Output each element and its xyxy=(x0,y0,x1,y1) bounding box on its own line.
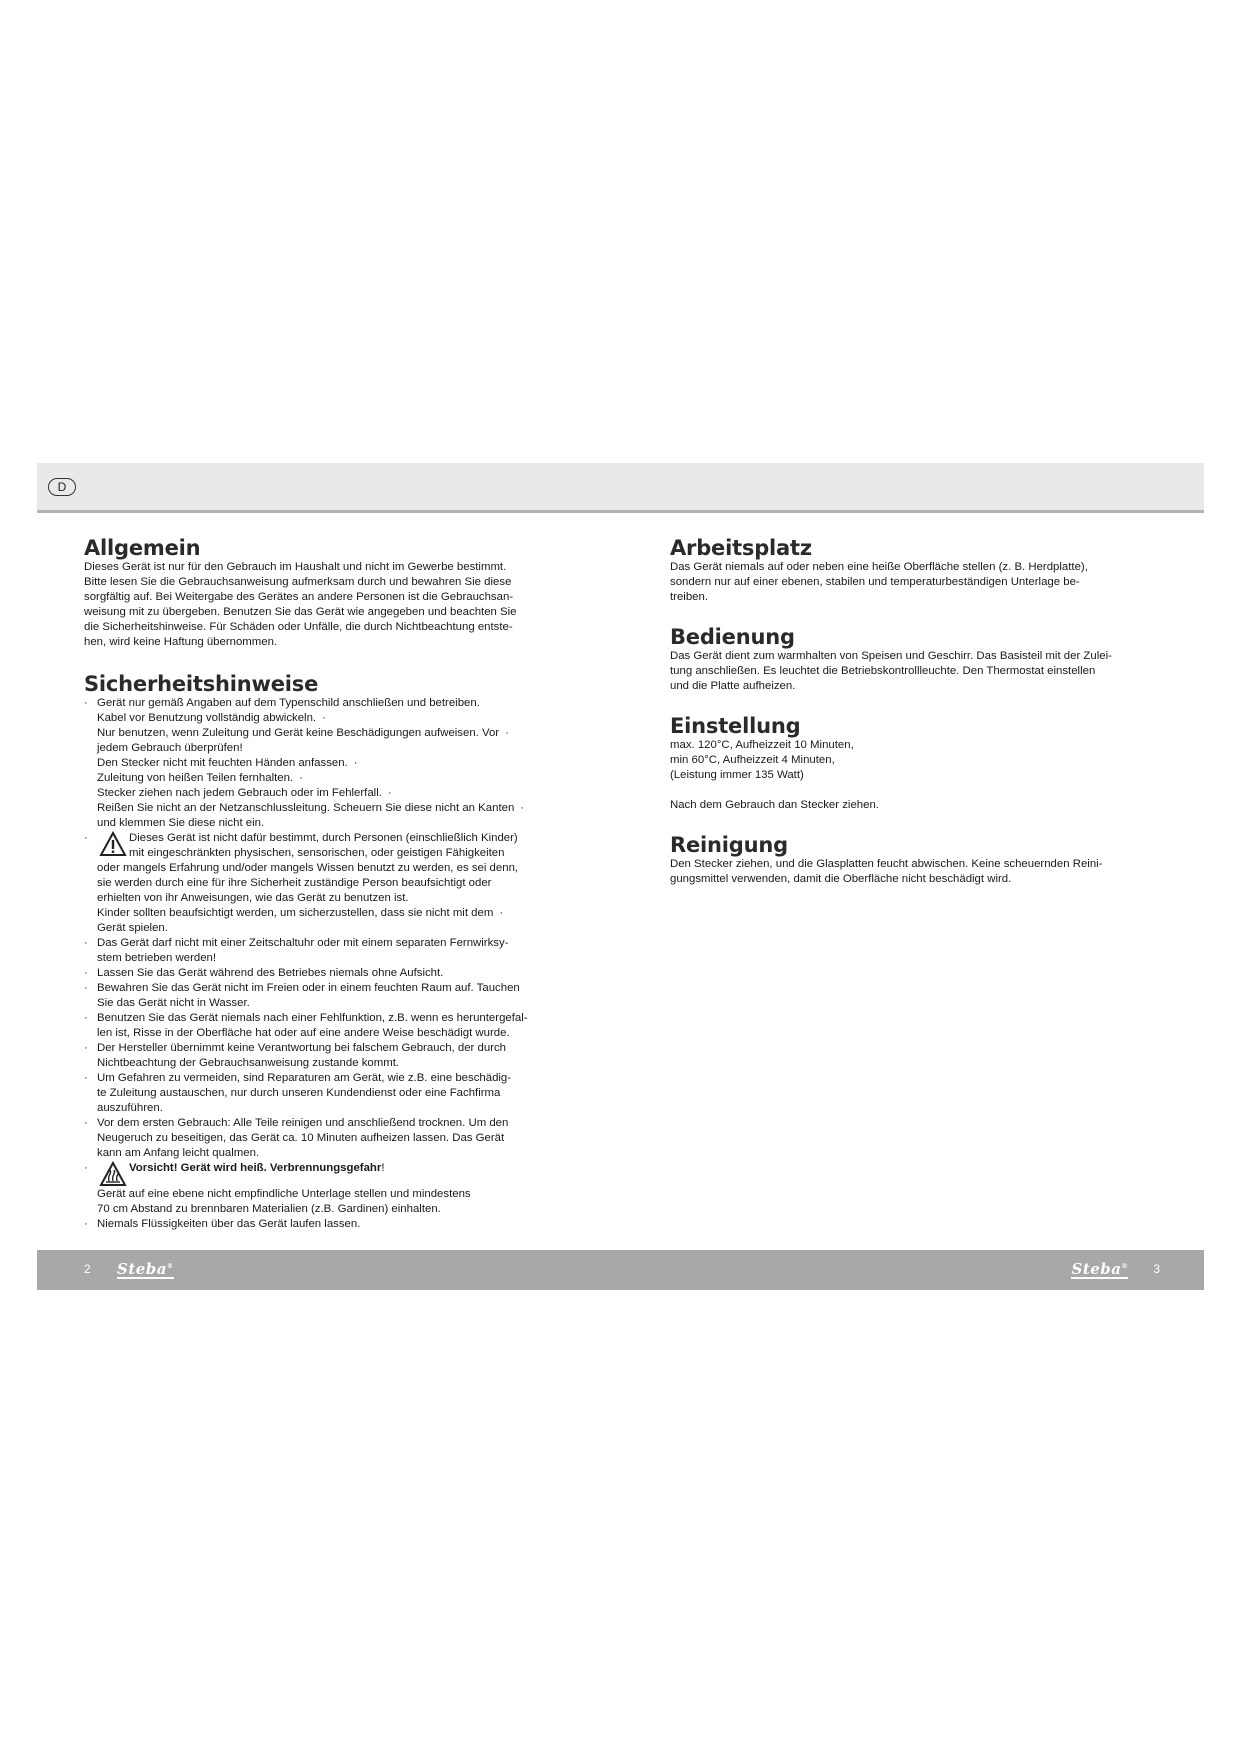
text-line: die Sicherheitshinweise. Für Schäden oder Unfälle, die durch Nichtbeachtung entste- xyxy=(84,621,513,633)
text-line: erhielten von ihr Anweisungen, wie das Gerät zu benutzen ist. xyxy=(97,892,409,904)
list-item xyxy=(84,1161,584,1217)
text-line: auszuführen. xyxy=(97,1102,163,1114)
text-line: treiben. xyxy=(670,591,708,603)
list-item xyxy=(84,1071,584,1116)
text-line: · Gerät nur gemäß Angaben auf dem Typenschild anschließen und betreiben. xyxy=(97,697,480,709)
hot-surface-icon xyxy=(99,1161,127,1187)
text-line: · Der Hersteller übernimmt keine Verantwortung bei falschem Gebrauch, der durch xyxy=(97,1042,506,1054)
text-line: gungsmittel verwenden, damit die Oberfläche nicht beschädigt wird. xyxy=(670,873,1012,885)
list-item xyxy=(84,981,584,1011)
text-fragment: Den Stecker nicht mit feuchten Händen anfassen. xyxy=(97,757,348,769)
text-line: · Bewahren Sie das Gerät nicht im Freien oder in einem feuchten Raum auf. Tauchen xyxy=(97,982,520,994)
brand-mark: ® xyxy=(1121,1263,1128,1270)
heading-einstellung: Einstellung xyxy=(670,714,801,738)
brand-logo-right xyxy=(1071,1259,1128,1279)
text-line xyxy=(129,1161,385,1176)
text-line: Gerät spielen. xyxy=(97,922,168,934)
list-item xyxy=(84,696,584,831)
text-line: sie werden durch eine für ihre Sicherheit zuständige Person beaufsichtigt oder xyxy=(97,877,492,889)
list-item xyxy=(84,1116,584,1161)
text-line: · Vor dem ersten Gebrauch: Alle Teile reinigen und anschließend trocknen. Um den xyxy=(97,1117,509,1129)
list-item xyxy=(84,1217,584,1232)
trailing-dot: · xyxy=(299,772,303,784)
list-item xyxy=(84,1041,584,1071)
heading-sicherheitshinweise: Sicherheitshinweise xyxy=(84,672,319,696)
right-column xyxy=(670,536,1170,907)
warning-row xyxy=(97,831,584,861)
text-line: · Benutzen Sie das Gerät niemals nach einer Fehlfunktion, z.B. wenn es heruntergefal- xyxy=(97,1012,528,1024)
text-line: Gerät auf eine ebene nicht empfindliche Unterlage stellen und mindestens xyxy=(97,1188,471,1200)
text-line: tung anschließen. Es leuchtet die Betriebskontrollleuchte. Den Thermostat einstellen xyxy=(670,665,1096,677)
text-line: weisung mit zu übergeben. Benutzen Sie das Gerät wie angegeben und beachten Sie xyxy=(84,606,517,618)
trailing-dot: · xyxy=(505,727,509,739)
brand-logo-left xyxy=(117,1259,174,1279)
text-fragment: Nur benutzen, wenn Zuleitung und Gerät keine Beschädigungen aufweisen. Vor xyxy=(97,727,500,739)
list-item xyxy=(84,966,584,981)
section-einstellung xyxy=(670,714,1170,813)
heading-arbeitsplatz: Arbeitsplatz xyxy=(670,536,812,560)
text-fragment: Reißen Sie nicht an der Netzanschlussleitung. Scheuern Sie diese nicht an Kanten xyxy=(97,802,515,814)
section-allgemein xyxy=(84,536,584,650)
heading-bedienung: Bedienung xyxy=(670,625,795,649)
text-fragment: Stecker ziehen nach jedem Gebrauch oder im Fehlerfall. xyxy=(97,787,382,799)
text-line: und klemmen Sie diese nicht ein. xyxy=(97,817,265,829)
page-number-right: 3 xyxy=(1153,1262,1160,1276)
list-item xyxy=(84,936,584,966)
section-sicherheitshinweise xyxy=(84,672,584,1232)
text-line: · Dieses Gerät ist nicht dafür bestimmt, durch Personen (einschließlich Kinder) xyxy=(129,832,518,844)
text-fragment: ! xyxy=(381,1162,385,1174)
warning-text-head xyxy=(129,831,518,861)
bold-warning: Vorsicht! Gerät wird heiß. Verbrennungsgefahr xyxy=(129,1162,382,1174)
text-line: kann am Anfang leicht qualmen. xyxy=(97,1147,260,1159)
text-line xyxy=(97,726,584,741)
hot-surface-row xyxy=(97,1161,584,1187)
section-bedienung xyxy=(670,625,1170,694)
left-column xyxy=(84,536,584,1254)
text-fragment: Kinder sollten beaufsichtigt werden, um sicherzustellen, dass sie nicht mit dem xyxy=(97,907,494,919)
text-line: Nach dem Gebrauch dan Stecker ziehen. xyxy=(670,799,879,811)
safety-list xyxy=(84,696,584,1232)
text-line: sorgfältig auf. Bei Weitergabe des Gerätes an andere Personen ist die Gebrauchsan- xyxy=(84,591,514,603)
page-number-left: 2 xyxy=(84,1262,91,1276)
text-line: (Leistung immer 135 Watt) xyxy=(670,769,804,781)
heading-reinigung: Reinigung xyxy=(670,833,788,857)
brand-mark: ® xyxy=(167,1263,174,1270)
text-line: max. 120°C, Aufheizzeit 10 Minuten, xyxy=(670,739,854,751)
text-line: Sie das Gerät nicht in Wasser. xyxy=(97,997,250,1009)
text-line: sondern nur auf einer ebenen, stabilen und temperaturbeständigen Unterlage be- xyxy=(670,576,1080,588)
text-line: · Niemals Flüssigkeiten über das Gerät laufen lassen. xyxy=(97,1218,361,1230)
list-item xyxy=(84,831,584,936)
text-fragment: Kabel vor Benutzung vollständig abwickeln. xyxy=(97,712,317,724)
text-line: Neugeruch zu beseitigen, das Gerät ca. 10 Minuten aufheizen lassen. Das Gerät xyxy=(97,1132,505,1144)
text-line: stem betrieben werden! xyxy=(97,952,217,964)
text-line: · Das Gerät darf nicht mit einer Zeitschaltuhr oder mit einem separaten Fernwirksy- xyxy=(97,937,509,949)
brand-name: Steba xyxy=(117,1260,168,1278)
text-line: len ist, Risse in der Oberfläche hat oder auf eine andere Weise beschädigt wurde. xyxy=(97,1027,510,1039)
text-line: hen, wird keine Haftung übernommen. xyxy=(84,636,278,648)
text-line: · Um Gefahren zu vermeiden, sind Reparaturen am Gerät, wie z.B. eine beschädig- xyxy=(97,1072,512,1084)
trailing-dot: · xyxy=(499,907,504,919)
brand-name: Steba xyxy=(1071,1260,1122,1278)
text-line xyxy=(97,786,584,801)
trailing-dot: · xyxy=(353,757,358,769)
text-line: und die Platte aufheizen. xyxy=(670,680,796,692)
text-line xyxy=(97,711,584,726)
text-line: jedem Gebrauch überprüfen! xyxy=(97,742,243,754)
warning-triangle-icon xyxy=(99,831,127,857)
text-line: oder mangels Erfahrung und/oder mangels Wissen benutzt zu werden, es sei denn, xyxy=(97,862,519,874)
text-line: 70 cm Abstand zu brennbaren Materialien (z.B. Gardinen) einhalten. xyxy=(97,1203,441,1215)
text-line: Dieses Gerät ist nur für den Gebrauch im Haushalt und nicht im Gewerbe bestimmt. xyxy=(84,561,507,573)
text-line: mit eingeschränkten physischen, sensorischen, oder geistigen Fähigkeiten xyxy=(129,847,505,859)
spacer xyxy=(670,783,1170,798)
heading-allgemein: Allgemein xyxy=(84,536,201,560)
list-item xyxy=(84,1011,584,1041)
text-line xyxy=(97,771,584,786)
text-line: Bitte lesen Sie die Gebrauchsanweisung aufmerksam durch und bewahren Sie diese xyxy=(84,576,512,588)
allgemein-text xyxy=(84,560,584,650)
header-bar xyxy=(37,463,1204,513)
footer-bar xyxy=(37,1250,1204,1290)
text-line: Das Gerät dient zum warmhalten von Speisen und Geschirr. Das Basisteil mit der Zulei- xyxy=(670,650,1112,662)
section-arbeitsplatz xyxy=(670,536,1170,605)
text-line xyxy=(97,756,584,771)
text-fragment: Zuleitung von heißen Teilen fernhalten. xyxy=(97,772,294,784)
trailing-dot: · xyxy=(520,802,525,814)
trailing-dot: · xyxy=(322,712,326,724)
text-line: Den Stecker ziehen, und die Glasplatten feucht abwischen. Keine scheuernden Reini- xyxy=(670,858,1103,870)
trailing-dot: · xyxy=(387,787,392,799)
text-line xyxy=(97,906,584,921)
text-line xyxy=(97,801,584,816)
section-reinigung xyxy=(670,833,1170,887)
text-line: min 60°C, Aufheizzeit 4 Minuten, xyxy=(670,754,835,766)
text-line: · Lassen Sie das Gerät während des Betriebes niemals ohne Aufsicht. xyxy=(97,967,444,979)
text-line: Das Gerät niemals auf oder neben eine heiße Oberfläche stellen (z. B. Herdplatte), xyxy=(670,561,1088,573)
text-line: Nichtbeachtung der Gebrauchsanweisung zustande kommt. xyxy=(97,1057,400,1069)
language-badge: D xyxy=(48,478,76,496)
text-line: te Zuleitung austauschen, nur durch unseren Kundendienst oder eine Fachfirma xyxy=(97,1087,501,1099)
